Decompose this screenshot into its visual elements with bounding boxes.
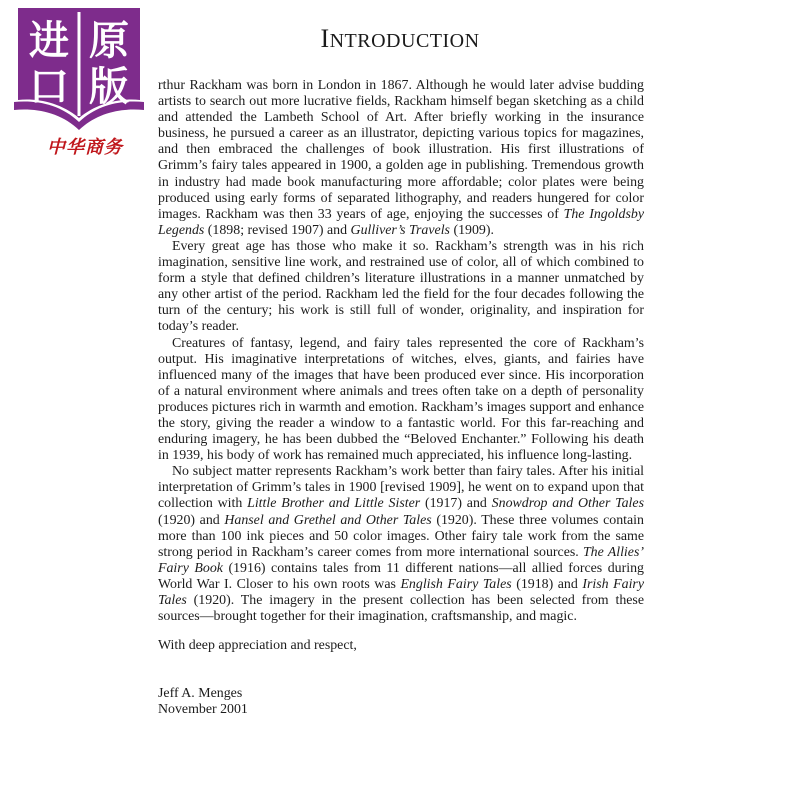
logo-char-3: 口 [29,64,69,110]
text-run: (1920). These three volumes contain more than 100 ink pieces and 50 color images. Other fairy tale work from the same strong period in Rackham’s career comes from more international sources. [158,512,644,560]
logo-char-2: 原 [89,18,129,64]
text-run: rthur Rackham was born in London in 1867. Although he would later advise budding artists to search out more lucrative fields, Rackham himself began sketching as a child and attended the Lambeth School of Art. After briefly working in the insurance business, he pursued a career as an illustrator, depicting various topics for magazines, and then embraced the challenges of book illustration. His first illustrations of Grimm’s fairy tales appeared in 1900, a golden age in publishing. Tremendous growth in industry had made book manufacturing more affordable; color plates were being produced using early forms of separated lithography, and readers hungered for color images. Rackham was then 33 years of age, enjoying the successes of [158,78,644,222]
signature-name: Jeff A. Menges [158,686,243,702]
title-citation: Gulliver’s Travels [350,222,450,238]
book-logo-icon [12,4,146,136]
title-citation: The Ingoldsby Legends [158,206,644,238]
signature-date: November 2001 [158,702,248,718]
text-run: (1909). [449,222,494,238]
text-run: No subject matter represents Rackham’s work better than fairy tales. After his initial interpretation of Grimm’s tales in 1900 [revised 1909], he went on to expand upon that collection with [158,464,644,512]
title-citation: Snowdrop and Other Tales [491,496,644,512]
paragraph [158,78,644,239]
paragraph [158,464,644,625]
closing-line: With deep appreciation and respect, [158,638,357,654]
logo-subtitle: 中华商务 [47,137,123,158]
paragraph [158,239,644,336]
title-citation: Irish Fairy Tales [158,576,644,608]
title-citation: English Fairy Tales [400,576,512,592]
text-run: (1898; revised 1907) and [204,222,351,238]
body-text [158,78,644,718]
title-citation: The Allies’ Fairy Book [158,544,644,576]
publisher-logo [0,0,158,172]
logo-char-4: 版 [89,64,129,110]
text-run: (1916) contains tales from 11 different nations—all allied forces during World War I. Closer to his own roots was [158,560,645,592]
paragraph [158,336,644,465]
text-run: (1920) and [158,512,225,528]
text-run: Creatures of fantasy, legend, and fairy tales represented the core of Rackham’s output. His imaginative interpretations of witches, elves, giants, and fairies have influenced many of the images that have been produced ever since. His incorporation of a natural environment where animals and trees often take on a depth of personality produces pictures rich in warmth and emotion. Rackham’s images support and enhance the story, giving the reader a window to a fantastic world. For this far-reaching and enduring imagery, he has been dubbed the “Beloved Enchanter.” Following his death in 1939, his body of work has remained much appreciated, his influence long-lasting. [158,335,644,464]
title-citation: Little Brother and Little Sister [247,496,421,512]
text-run: (1920). The imagery in the present collection has been selected from these sources—brought together for their imagination, craftsmanship, and magic. [158,593,644,625]
text-run: (1918) and [511,576,583,592]
text-run: (1917) and [420,496,492,512]
title-rest: NTRODUCTION [329,30,480,52]
logo-char-1: 进 [29,18,69,64]
text-run: Every great age has those who make it so. Rackham’s strength was in his rich imagination, sensitive line work, and restrained use of color, all of which combined to form a style that defined children’s literature illustrations in a manner unmatched by any other artist of the period. Rackham led the field for the four decades following the turn of the century; his work is still full of wonder, originality, and inspiration for today’s reader. [158,238,644,335]
title-first-letter: I [320,24,330,53]
title-citation: Hansel and Grethel and Other Tales [224,512,432,528]
